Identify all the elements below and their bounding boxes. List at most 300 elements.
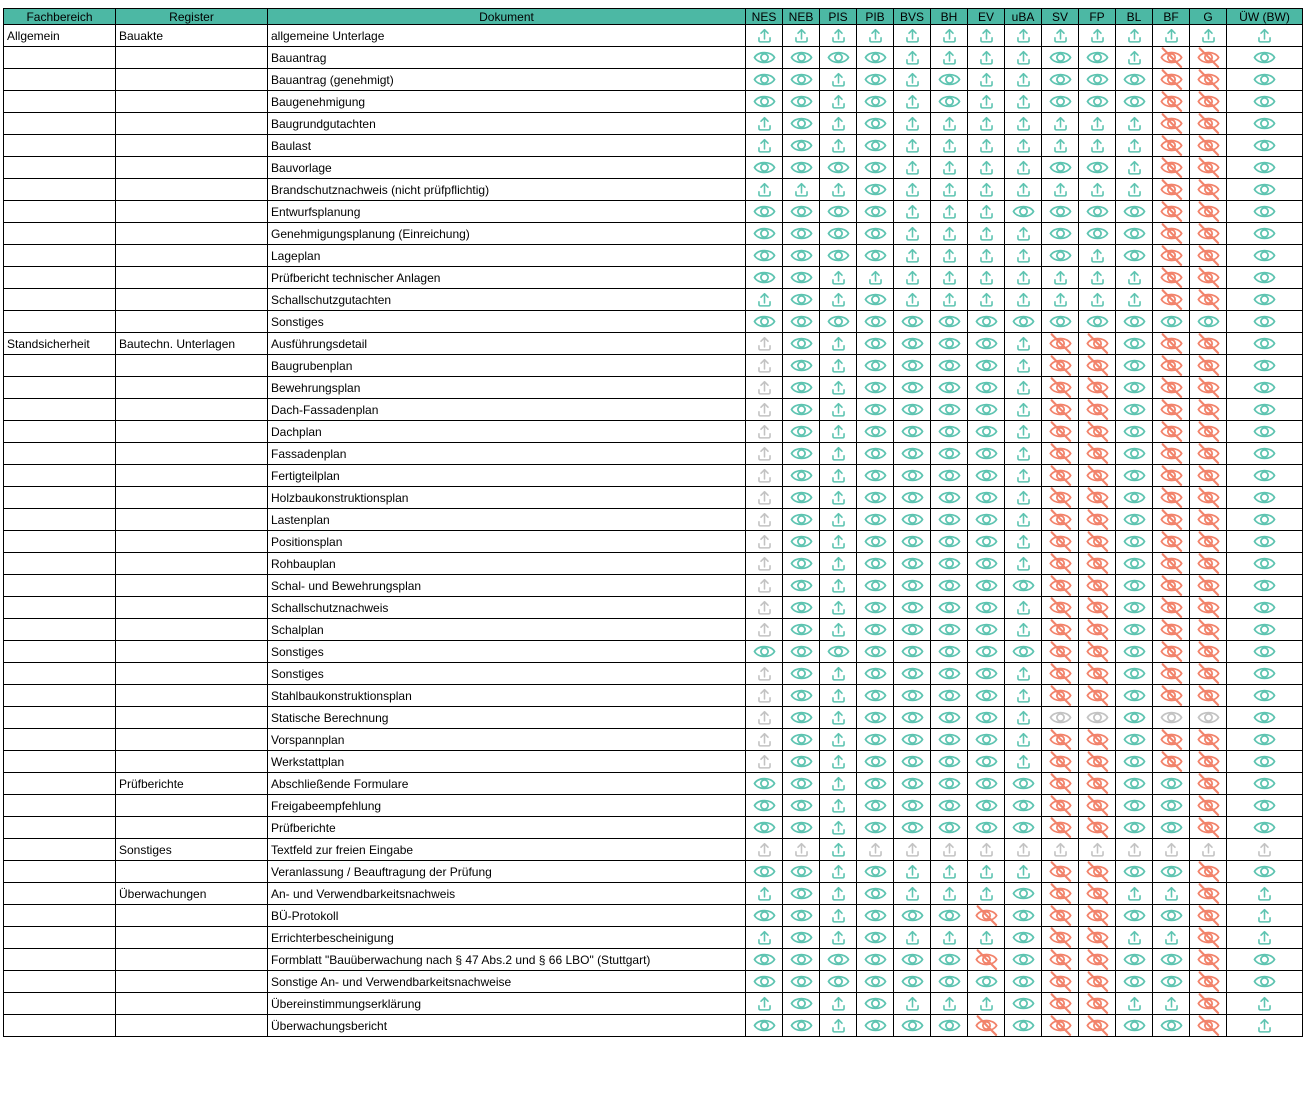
- permission-cell-g[interactable]: [1190, 91, 1227, 113]
- permission-cell-bl[interactable]: [1116, 839, 1153, 861]
- eye-slash-icon[interactable]: [1086, 861, 1109, 882]
- eye-icon[interactable]: [753, 775, 776, 792]
- eye-icon[interactable]: [864, 93, 887, 110]
- eye-icon[interactable]: [864, 115, 887, 132]
- eye-icon[interactable]: [975, 819, 998, 836]
- permission-cell-nes[interactable]: [746, 69, 783, 91]
- permission-cell-pis[interactable]: [820, 47, 857, 69]
- eye-icon-disabled[interactable]: [1049, 709, 1072, 726]
- permission-cell-ev[interactable]: [968, 751, 1005, 773]
- permission-cell-fp[interactable]: [1079, 201, 1116, 223]
- upload-icon[interactable]: [829, 840, 848, 860]
- permission-cell-pis[interactable]: [820, 707, 857, 729]
- permission-cell-sv[interactable]: [1042, 399, 1079, 421]
- upload-icon[interactable]: [829, 686, 848, 706]
- eye-icon[interactable]: [790, 907, 813, 924]
- permission-cell-bf[interactable]: [1153, 399, 1190, 421]
- eye-icon[interactable]: [1160, 819, 1183, 836]
- eye-slash-icon[interactable]: [1049, 487, 1072, 508]
- upload-icon[interactable]: [829, 26, 848, 46]
- permission-cell-g[interactable]: [1190, 663, 1227, 685]
- permission-cell-uba[interactable]: [1005, 531, 1042, 553]
- permission-cell-fp[interactable]: [1079, 113, 1116, 135]
- eye-slash-icon[interactable]: [1086, 663, 1109, 684]
- eye-icon[interactable]: [1253, 137, 1276, 154]
- permission-cell-bvs[interactable]: [894, 179, 931, 201]
- permission-cell-pib[interactable]: [857, 861, 894, 883]
- permission-cell-bh[interactable]: [931, 883, 968, 905]
- eye-icon[interactable]: [1197, 313, 1220, 330]
- eye-icon[interactable]: [975, 313, 998, 330]
- eye-icon[interactable]: [1123, 225, 1146, 242]
- permission-cell-bl[interactable]: [1116, 333, 1153, 355]
- eye-icon[interactable]: [827, 203, 850, 220]
- permission-cell-bf[interactable]: [1153, 465, 1190, 487]
- permission-cell-bvs[interactable]: [894, 333, 931, 355]
- eye-icon[interactable]: [901, 797, 924, 814]
- permission-cell-bvs[interactable]: [894, 553, 931, 575]
- permission-cell-pib[interactable]: [857, 773, 894, 795]
- permission-cell-uba[interactable]: [1005, 971, 1042, 993]
- permission-cell-nes[interactable]: [746, 201, 783, 223]
- permission-cell-fp[interactable]: [1079, 795, 1116, 817]
- upload-icon[interactable]: [1014, 554, 1033, 574]
- eye-icon[interactable]: [901, 379, 924, 396]
- permission-cell-bvs[interactable]: [894, 839, 931, 861]
- permission-cell-g[interactable]: [1190, 575, 1227, 597]
- eye-icon[interactable]: [1253, 775, 1276, 792]
- permission-cell-nes[interactable]: [746, 905, 783, 927]
- permission-cell-uba[interactable]: [1005, 289, 1042, 311]
- eye-slash-icon[interactable]: [1086, 949, 1109, 970]
- permission-cell-bl[interactable]: [1116, 157, 1153, 179]
- permission-cell-pib[interactable]: [857, 487, 894, 509]
- permission-cell-g[interactable]: [1190, 795, 1227, 817]
- permission-cell-pis[interactable]: [820, 399, 857, 421]
- permission-cell-bvs[interactable]: [894, 465, 931, 487]
- permission-cell-bf[interactable]: [1153, 179, 1190, 201]
- eye-slash-icon[interactable]: [1197, 267, 1220, 288]
- permission-cell-uba[interactable]: [1005, 135, 1042, 157]
- upload-icon[interactable]: [903, 246, 922, 266]
- eye-icon[interactable]: [975, 577, 998, 594]
- eye-icon[interactable]: [938, 533, 961, 550]
- permission-cell-neb[interactable]: [783, 663, 820, 685]
- permission-cell-g[interactable]: [1190, 751, 1227, 773]
- eye-icon[interactable]: [1253, 643, 1276, 660]
- permission-cell-pib[interactable]: [857, 25, 894, 47]
- upload-icon[interactable]: [1255, 928, 1274, 948]
- permission-cell-ev[interactable]: [968, 91, 1005, 113]
- upload-icon[interactable]: [829, 928, 848, 948]
- permission-cell-g[interactable]: [1190, 421, 1227, 443]
- eye-icon[interactable]: [1253, 181, 1276, 198]
- eye-icon[interactable]: [1253, 797, 1276, 814]
- eye-icon[interactable]: [1160, 951, 1183, 968]
- eye-slash-icon[interactable]: [1160, 69, 1183, 90]
- permission-cell-g[interactable]: [1190, 157, 1227, 179]
- upload-icon-disabled[interactable]: [755, 488, 774, 508]
- upload-icon[interactable]: [1014, 26, 1033, 46]
- eye-slash-icon[interactable]: [1197, 399, 1220, 420]
- eye-icon[interactable]: [753, 819, 776, 836]
- eye-icon[interactable]: [790, 885, 813, 902]
- eye-slash-icon[interactable]: [1197, 883, 1220, 904]
- permission-cell-bvs[interactable]: [894, 883, 931, 905]
- permission-cell-g[interactable]: [1190, 905, 1227, 927]
- permission-cell-bl[interactable]: [1116, 25, 1153, 47]
- eye-icon[interactable]: [790, 973, 813, 990]
- upload-icon[interactable]: [829, 862, 848, 882]
- eye-icon[interactable]: [1253, 71, 1276, 88]
- permission-cell-nes[interactable]: [746, 751, 783, 773]
- permission-cell-uba[interactable]: [1005, 333, 1042, 355]
- eye-icon[interactable]: [938, 687, 961, 704]
- permission-cell-uba[interactable]: [1005, 25, 1042, 47]
- eye-slash-icon[interactable]: [1086, 509, 1109, 530]
- eye-icon[interactable]: [1253, 489, 1276, 506]
- permission-cell-sv[interactable]: [1042, 179, 1079, 201]
- permission-cell-uba[interactable]: [1005, 157, 1042, 179]
- permission-cell-uba[interactable]: [1005, 355, 1042, 377]
- permission-cell-bl[interactable]: [1116, 135, 1153, 157]
- permission-cell-bh[interactable]: [931, 399, 968, 421]
- permission-cell-sv[interactable]: [1042, 641, 1079, 663]
- eye-icon[interactable]: [864, 555, 887, 572]
- permission-cell-pib[interactable]: [857, 179, 894, 201]
- eye-icon[interactable]: [790, 665, 813, 682]
- eye-slash-icon[interactable]: [1197, 179, 1220, 200]
- permission-cell-sv[interactable]: [1042, 619, 1079, 641]
- eye-icon[interactable]: [975, 709, 998, 726]
- permission-cell-sv[interactable]: [1042, 839, 1079, 861]
- eye-icon[interactable]: [901, 1017, 924, 1034]
- permission-cell-ev[interactable]: [968, 113, 1005, 135]
- permission-cell-pis[interactable]: [820, 883, 857, 905]
- permission-cell-bf[interactable]: [1153, 883, 1190, 905]
- eye-slash-icon[interactable]: [1160, 289, 1183, 310]
- permission-cell-uba[interactable]: [1005, 201, 1042, 223]
- upload-icon[interactable]: [940, 268, 959, 288]
- permission-cell-g[interactable]: [1190, 619, 1227, 641]
- permission-cell-neb[interactable]: [783, 531, 820, 553]
- permission-cell-sv[interactable]: [1042, 795, 1079, 817]
- upload-icon[interactable]: [829, 906, 848, 926]
- permission-cell-pib[interactable]: [857, 641, 894, 663]
- eye-icon[interactable]: [864, 49, 887, 66]
- eye-slash-icon[interactable]: [975, 949, 998, 970]
- permission-cell-pis[interactable]: [820, 1015, 857, 1037]
- permission-cell-nes[interactable]: [746, 531, 783, 553]
- eye-icon[interactable]: [790, 533, 813, 550]
- upload-icon[interactable]: [940, 180, 959, 200]
- permission-cell-pis[interactable]: [820, 267, 857, 289]
- permission-cell-neb[interactable]: [783, 465, 820, 487]
- upload-icon[interactable]: [829, 444, 848, 464]
- eye-slash-icon[interactable]: [1049, 993, 1072, 1014]
- upload-icon[interactable]: [1014, 488, 1033, 508]
- eye-slash-icon[interactable]: [1160, 201, 1183, 222]
- eye-slash-icon[interactable]: [1049, 355, 1072, 376]
- permission-cell-bh[interactable]: [931, 223, 968, 245]
- permission-cell-bh[interactable]: [931, 619, 968, 641]
- eye-icon[interactable]: [1160, 1017, 1183, 1034]
- permission-cell-w-bw[interactable]: [1227, 685, 1303, 707]
- eye-icon[interactable]: [790, 995, 813, 1012]
- permission-cell-bh[interactable]: [931, 905, 968, 927]
- eye-icon[interactable]: [1123, 709, 1146, 726]
- eye-icon[interactable]: [790, 709, 813, 726]
- eye-icon[interactable]: [1012, 203, 1035, 220]
- eye-icon[interactable]: [790, 577, 813, 594]
- permission-cell-bf[interactable]: [1153, 355, 1190, 377]
- eye-icon[interactable]: [975, 731, 998, 748]
- eye-slash-icon[interactable]: [1160, 465, 1183, 486]
- upload-icon[interactable]: [829, 1016, 848, 1036]
- eye-icon[interactable]: [753, 159, 776, 176]
- permission-cell-bvs[interactable]: [894, 421, 931, 443]
- upload-icon[interactable]: [940, 158, 959, 178]
- eye-slash-icon[interactable]: [1197, 861, 1220, 882]
- eye-icon[interactable]: [790, 731, 813, 748]
- permission-cell-bl[interactable]: [1116, 399, 1153, 421]
- permission-cell-bf[interactable]: [1153, 113, 1190, 135]
- eye-icon[interactable]: [1012, 973, 1035, 990]
- permission-cell-neb[interactable]: [783, 47, 820, 69]
- permission-cell-nes[interactable]: [746, 773, 783, 795]
- eye-icon[interactable]: [938, 951, 961, 968]
- permission-cell-pis[interactable]: [820, 663, 857, 685]
- eye-icon[interactable]: [1253, 247, 1276, 264]
- permission-cell-pib[interactable]: [857, 553, 894, 575]
- permission-cell-fp[interactable]: [1079, 289, 1116, 311]
- permission-cell-pis[interactable]: [820, 993, 857, 1015]
- eye-slash-icon[interactable]: [1086, 641, 1109, 662]
- permission-cell-w-bw[interactable]: [1227, 69, 1303, 91]
- eye-icon[interactable]: [753, 951, 776, 968]
- eye-icon[interactable]: [1123, 819, 1146, 836]
- permission-cell-w-bw[interactable]: [1227, 201, 1303, 223]
- eye-icon[interactable]: [938, 599, 961, 616]
- permission-cell-bh[interactable]: [931, 597, 968, 619]
- permission-cell-bf[interactable]: [1153, 949, 1190, 971]
- permission-cell-neb[interactable]: [783, 1015, 820, 1037]
- permission-cell-pis[interactable]: [820, 531, 857, 553]
- eye-slash-icon[interactable]: [1086, 355, 1109, 376]
- permission-cell-bh[interactable]: [931, 69, 968, 91]
- permission-cell-pib[interactable]: [857, 91, 894, 113]
- permission-cell-sv[interactable]: [1042, 773, 1079, 795]
- permission-cell-bh[interactable]: [931, 25, 968, 47]
- eye-icon[interactable]: [1253, 269, 1276, 286]
- permission-cell-bf[interactable]: [1153, 707, 1190, 729]
- permission-cell-pis[interactable]: [820, 927, 857, 949]
- eye-icon[interactable]: [975, 775, 998, 792]
- eye-icon[interactable]: [864, 445, 887, 462]
- permission-cell-bvs[interactable]: [894, 135, 931, 157]
- permission-cell-fp[interactable]: [1079, 91, 1116, 113]
- eye-icon[interactable]: [864, 797, 887, 814]
- permission-cell-bvs[interactable]: [894, 201, 931, 223]
- eye-icon[interactable]: [790, 137, 813, 154]
- permission-cell-bh[interactable]: [931, 751, 968, 773]
- permission-cell-bh[interactable]: [931, 553, 968, 575]
- permission-cell-w-bw[interactable]: [1227, 531, 1303, 553]
- eye-icon[interactable]: [938, 93, 961, 110]
- eye-icon[interactable]: [1253, 687, 1276, 704]
- upload-icon[interactable]: [1014, 444, 1033, 464]
- eye-icon[interactable]: [1086, 93, 1109, 110]
- eye-icon[interactable]: [1123, 907, 1146, 924]
- permission-cell-bvs[interactable]: [894, 663, 931, 685]
- eye-icon[interactable]: [1012, 929, 1035, 946]
- eye-icon[interactable]: [753, 797, 776, 814]
- permission-cell-sv[interactable]: [1042, 311, 1079, 333]
- permission-cell-bh[interactable]: [931, 1015, 968, 1037]
- eye-slash-icon[interactable]: [1197, 443, 1220, 464]
- upload-icon[interactable]: [1014, 862, 1033, 882]
- permission-cell-nes[interactable]: [746, 597, 783, 619]
- upload-icon[interactable]: [1199, 26, 1218, 46]
- eye-icon[interactable]: [938, 577, 961, 594]
- eye-slash-icon[interactable]: [1160, 421, 1183, 442]
- permission-cell-bh[interactable]: [931, 377, 968, 399]
- permission-cell-g[interactable]: [1190, 971, 1227, 993]
- permission-cell-uba[interactable]: [1005, 1015, 1042, 1037]
- permission-cell-bvs[interactable]: [894, 157, 931, 179]
- eye-slash-icon[interactable]: [1049, 729, 1072, 750]
- permission-cell-nes[interactable]: [746, 135, 783, 157]
- eye-icon[interactable]: [938, 357, 961, 374]
- eye-icon[interactable]: [1253, 423, 1276, 440]
- permission-cell-bl[interactable]: [1116, 355, 1153, 377]
- eye-slash-icon[interactable]: [1160, 553, 1183, 574]
- eye-slash-icon[interactable]: [1086, 729, 1109, 750]
- permission-cell-fp[interactable]: [1079, 377, 1116, 399]
- upload-icon[interactable]: [755, 26, 774, 46]
- eye-slash-icon[interactable]: [1197, 729, 1220, 750]
- upload-icon[interactable]: [977, 928, 996, 948]
- permission-cell-fp[interactable]: [1079, 311, 1116, 333]
- permission-cell-bh[interactable]: [931, 817, 968, 839]
- eye-icon[interactable]: [1123, 533, 1146, 550]
- permission-cell-nes[interactable]: [746, 993, 783, 1015]
- upload-icon[interactable]: [1255, 26, 1274, 46]
- eye-icon[interactable]: [1160, 907, 1183, 924]
- upload-icon[interactable]: [977, 884, 996, 904]
- eye-icon[interactable]: [938, 511, 961, 528]
- eye-slash-icon[interactable]: [1197, 531, 1220, 552]
- eye-slash-icon[interactable]: [1049, 509, 1072, 530]
- eye-slash-icon[interactable]: [1160, 157, 1183, 178]
- upload-icon-disabled[interactable]: [755, 510, 774, 530]
- eye-slash-icon[interactable]: [1049, 465, 1072, 486]
- upload-icon[interactable]: [1014, 334, 1033, 354]
- upload-icon[interactable]: [829, 664, 848, 684]
- permission-cell-w-bw[interactable]: [1227, 905, 1303, 927]
- eye-icon[interactable]: [938, 423, 961, 440]
- eye-icon[interactable]: [1049, 247, 1072, 264]
- permission-cell-bvs[interactable]: [894, 25, 931, 47]
- eye-slash-icon[interactable]: [1197, 795, 1220, 816]
- eye-icon[interactable]: [1012, 775, 1035, 792]
- eye-icon[interactable]: [975, 643, 998, 660]
- upload-icon[interactable]: [1014, 114, 1033, 134]
- eye-icon[interactable]: [1253, 159, 1276, 176]
- eye-slash-icon[interactable]: [1197, 597, 1220, 618]
- permission-cell-pib[interactable]: [857, 311, 894, 333]
- permission-cell-pis[interactable]: [820, 487, 857, 509]
- eye-icon[interactable]: [901, 731, 924, 748]
- permission-cell-fp[interactable]: [1079, 25, 1116, 47]
- permission-cell-ev[interactable]: [968, 223, 1005, 245]
- permission-cell-bf[interactable]: [1153, 201, 1190, 223]
- permission-cell-uba[interactable]: [1005, 267, 1042, 289]
- permission-cell-ev[interactable]: [968, 641, 1005, 663]
- permission-cell-sv[interactable]: [1042, 157, 1079, 179]
- eye-icon[interactable]: [938, 643, 961, 660]
- permission-cell-ev[interactable]: [968, 795, 1005, 817]
- eye-icon[interactable]: [1123, 665, 1146, 682]
- permission-cell-pis[interactable]: [820, 179, 857, 201]
- permission-cell-uba[interactable]: [1005, 399, 1042, 421]
- permission-cell-pib[interactable]: [857, 465, 894, 487]
- permission-cell-g[interactable]: [1190, 883, 1227, 905]
- permission-cell-bl[interactable]: [1116, 421, 1153, 443]
- permission-cell-w-bw[interactable]: [1227, 927, 1303, 949]
- eye-slash-icon[interactable]: [1197, 201, 1220, 222]
- permission-cell-nes[interactable]: [746, 333, 783, 355]
- upload-icon-disabled[interactable]: [755, 664, 774, 684]
- eye-slash-icon[interactable]: [1197, 509, 1220, 530]
- permission-cell-bvs[interactable]: [894, 47, 931, 69]
- permission-cell-w-bw[interactable]: [1227, 355, 1303, 377]
- upload-icon[interactable]: [903, 928, 922, 948]
- eye-icon[interactable]: [1253, 511, 1276, 528]
- permission-cell-bvs[interactable]: [894, 949, 931, 971]
- permission-cell-ev[interactable]: [968, 179, 1005, 201]
- eye-icon[interactable]: [864, 423, 887, 440]
- permission-cell-bl[interactable]: [1116, 91, 1153, 113]
- permission-cell-ev[interactable]: [968, 949, 1005, 971]
- permission-cell-pib[interactable]: [857, 377, 894, 399]
- permission-cell-neb[interactable]: [783, 113, 820, 135]
- eye-icon[interactable]: [1253, 665, 1276, 682]
- permission-cell-ev[interactable]: [968, 311, 1005, 333]
- permission-cell-ev[interactable]: [968, 993, 1005, 1015]
- permission-cell-w-bw[interactable]: [1227, 949, 1303, 971]
- permission-cell-sv[interactable]: [1042, 333, 1079, 355]
- eye-icon[interactable]: [975, 797, 998, 814]
- eye-icon[interactable]: [827, 313, 850, 330]
- eye-icon[interactable]: [1012, 577, 1035, 594]
- upload-icon[interactable]: [1051, 290, 1070, 310]
- permission-cell-bf[interactable]: [1153, 531, 1190, 553]
- permission-cell-nes[interactable]: [746, 729, 783, 751]
- permission-cell-pib[interactable]: [857, 729, 894, 751]
- eye-icon[interactable]: [1123, 467, 1146, 484]
- eye-icon[interactable]: [901, 973, 924, 990]
- permission-cell-bl[interactable]: [1116, 465, 1153, 487]
- eye-icon[interactable]: [1253, 731, 1276, 748]
- eye-icon[interactable]: [1123, 643, 1146, 660]
- permission-cell-pis[interactable]: [820, 905, 857, 927]
- upload-icon[interactable]: [829, 532, 848, 552]
- permission-cell-pis[interactable]: [820, 861, 857, 883]
- permission-cell-pis[interactable]: [820, 619, 857, 641]
- eye-slash-icon[interactable]: [1160, 333, 1183, 354]
- permission-cell-uba[interactable]: [1005, 619, 1042, 641]
